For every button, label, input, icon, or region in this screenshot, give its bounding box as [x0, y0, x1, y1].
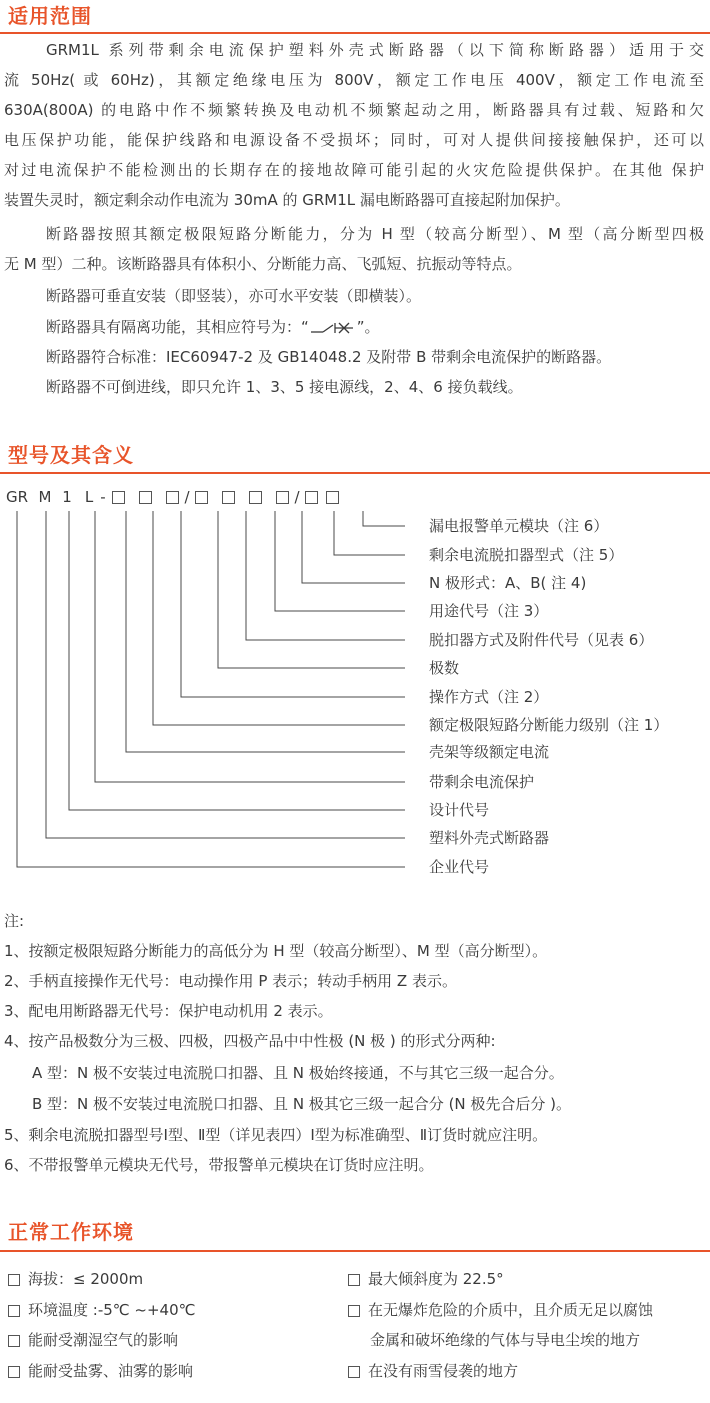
environment-item-label: 环境温度 :-5℃ ~+40℃: [28, 1301, 196, 1319]
environment-item: [8, 1267, 143, 1291]
note-item: 3、配电用断路器无代号：保护电动机用 2 表示。: [4, 1002, 333, 1020]
environment-item-label: 在无爆炸危险的介质中，且介质无足以腐蚀: [368, 1301, 654, 1319]
environment-item-label: 能耐受盐雾、油雾的影响: [28, 1362, 194, 1380]
environment-item: [8, 1328, 178, 1352]
model-label: 设计代号: [429, 801, 490, 819]
text-line: GRM1L 系列带剩余电流保护塑料外壳式断路器（以下简称断路器）适用于交: [46, 41, 704, 59]
note-subitem: A 型：N 极不安装过电流脱口扣器、且 N 极始终接通，不与其它三级一起合分。: [32, 1064, 564, 1082]
checkbox-icon: [8, 1366, 20, 1378]
text-line: 电压保护功能，能保护线路和电源设备不受损坏；同时，可对人提供间接接触保护，还可以: [4, 131, 704, 149]
model-label: 剩余电流脱扣器型式（注 5）: [429, 546, 624, 564]
text-fragment: ”。: [356, 318, 380, 336]
model-label: 带剩余电流保护: [429, 773, 535, 791]
model-label: 用途代号（注 3）: [429, 602, 549, 620]
section-divider: [0, 472, 710, 474]
model-label: 极数: [429, 659, 460, 677]
scope-paragraph-5: 断路器符合标准：IEC60947-2 及 GB14048.2 及附带 B 带剩余电流保护的断路器。: [46, 348, 612, 366]
note-item: 1、按额定极限短路分断能力的高低分为 H 型（较高分断型）、M 型（高分断型）。: [4, 942, 548, 960]
code-part: -: [100, 488, 106, 506]
text-line: 断路器按照其额定极限短路分断能力，分为 H 型（较高分断型）、M 型（高分断型四极: [46, 225, 704, 243]
model-label: 壳架等级额定电流: [429, 743, 550, 761]
environment-item-continuation: [370, 1328, 640, 1352]
text-line: 对过电流保护不能检测出的长期存在的接地故障可能引起的火灾危险提供保护。在其他 保护: [4, 161, 704, 179]
text-line: 无 M 型）二种。该断路器具有体积小、分断能力高、飞弧短、抗振动等特点。: [4, 255, 522, 273]
code-part: GR: [6, 488, 29, 506]
model-label: 脱扣器方式及附件代号（见表 6）: [429, 631, 654, 649]
model-label: 塑料外壳式断路器: [429, 829, 550, 847]
checkbox-icon: [348, 1366, 360, 1378]
section-divider: [0, 1250, 710, 1252]
environment-item: [8, 1359, 193, 1383]
section-title-scope: 适用范围: [8, 4, 92, 28]
note-item: 2、手柄直接操作无代号：电动操作用 P 表示；转动手柄用 Z 表示。: [4, 972, 457, 990]
note-subitem: B 型：N 极不安装过电流脱口扣器、且 N 极其它三级一起合分 (N 极先合后分 )。: [32, 1095, 572, 1113]
checkbox-icon: [8, 1305, 20, 1317]
code-part: L: [84, 488, 94, 506]
code-part: M: [38, 488, 52, 506]
scope-paragraph-3: 断路器可垂直安装（即竖装），亦可水平安装（即横装）。: [46, 287, 422, 305]
environment-item-label: 在没有雨雪侵袭的地方: [368, 1362, 519, 1380]
environment-item-label: 金属和破坏绝缘的气体与导电尘埃的地方: [370, 1331, 641, 1349]
environment-item: [348, 1359, 518, 1383]
section-divider: [0, 32, 710, 34]
text-line: 装置失灵时，额定剩余动作电流为 30mA 的 GRM1L 漏电断路器可直接起附加保护。: [4, 191, 570, 209]
model-label: 额定极限短路分断能力级别（注 1）: [429, 716, 669, 734]
code-separator: /: [184, 488, 190, 506]
text-line: 流 50Hz( 或 60Hz)，其额定绝缘电压为 800V，额定工作电压 400V，额定工作电流至: [4, 71, 704, 89]
note-item: 5、剩余电流脱扣器型号Ⅰ型、Ⅱ型（详见表四）Ⅰ型为标准确型、Ⅱ订货时就应注明。: [4, 1126, 548, 1144]
checkbox-icon: [8, 1335, 20, 1347]
code-separator: /: [294, 488, 300, 506]
notes-heading: 注:: [4, 912, 25, 930]
code-part: 1: [62, 488, 72, 506]
note-item: 4、按产品极数分为三极、四极，四极产品中中性极 (N 极 ) 的形式分两种:: [4, 1032, 496, 1050]
environment-item: [8, 1298, 195, 1322]
model-label: N 极形式：A、B( 注 4): [429, 574, 587, 592]
checkbox-icon: [348, 1305, 360, 1317]
text-line: 630A(800A) 的电路中作不频繁转换及电动机不频繁起动之用，断路器具有过载、短路和欠: [4, 101, 704, 119]
section-title-environment: 正常工作环境: [8, 1220, 134, 1244]
scope-paragraph-6: 断路器不可倒进线，即只允许 1、3、5 接电源线，2、4、6 接负载线。: [46, 378, 523, 396]
checkbox-icon: [8, 1274, 20, 1286]
model-label: 企业代号: [429, 858, 490, 876]
environment-item-label: 海拔：≤ 2000m: [28, 1270, 144, 1288]
environment-item: [348, 1298, 653, 1322]
scope-paragraph-4: [46, 312, 380, 342]
model-label: 操作方式（注 2）: [429, 688, 549, 706]
note-item: 6、不带报警单元模块无代号，带报警单元模块在订货时应注明。: [4, 1156, 434, 1174]
checkbox-icon: [348, 1274, 360, 1286]
environment-item-label: 能耐受潮湿空气的影响: [28, 1331, 179, 1349]
text-fragment: 断路器具有隔离功能，其相应符号为：“: [46, 318, 309, 336]
model-label: 漏电报警单元模块（注 6）: [429, 517, 609, 535]
environment-item: [348, 1267, 504, 1291]
section-title-model: 型号及其含义: [8, 443, 134, 467]
environment-item-label: 最大倾斜度为 22.5°: [368, 1270, 504, 1288]
isolation-symbol-icon: [309, 321, 357, 335]
